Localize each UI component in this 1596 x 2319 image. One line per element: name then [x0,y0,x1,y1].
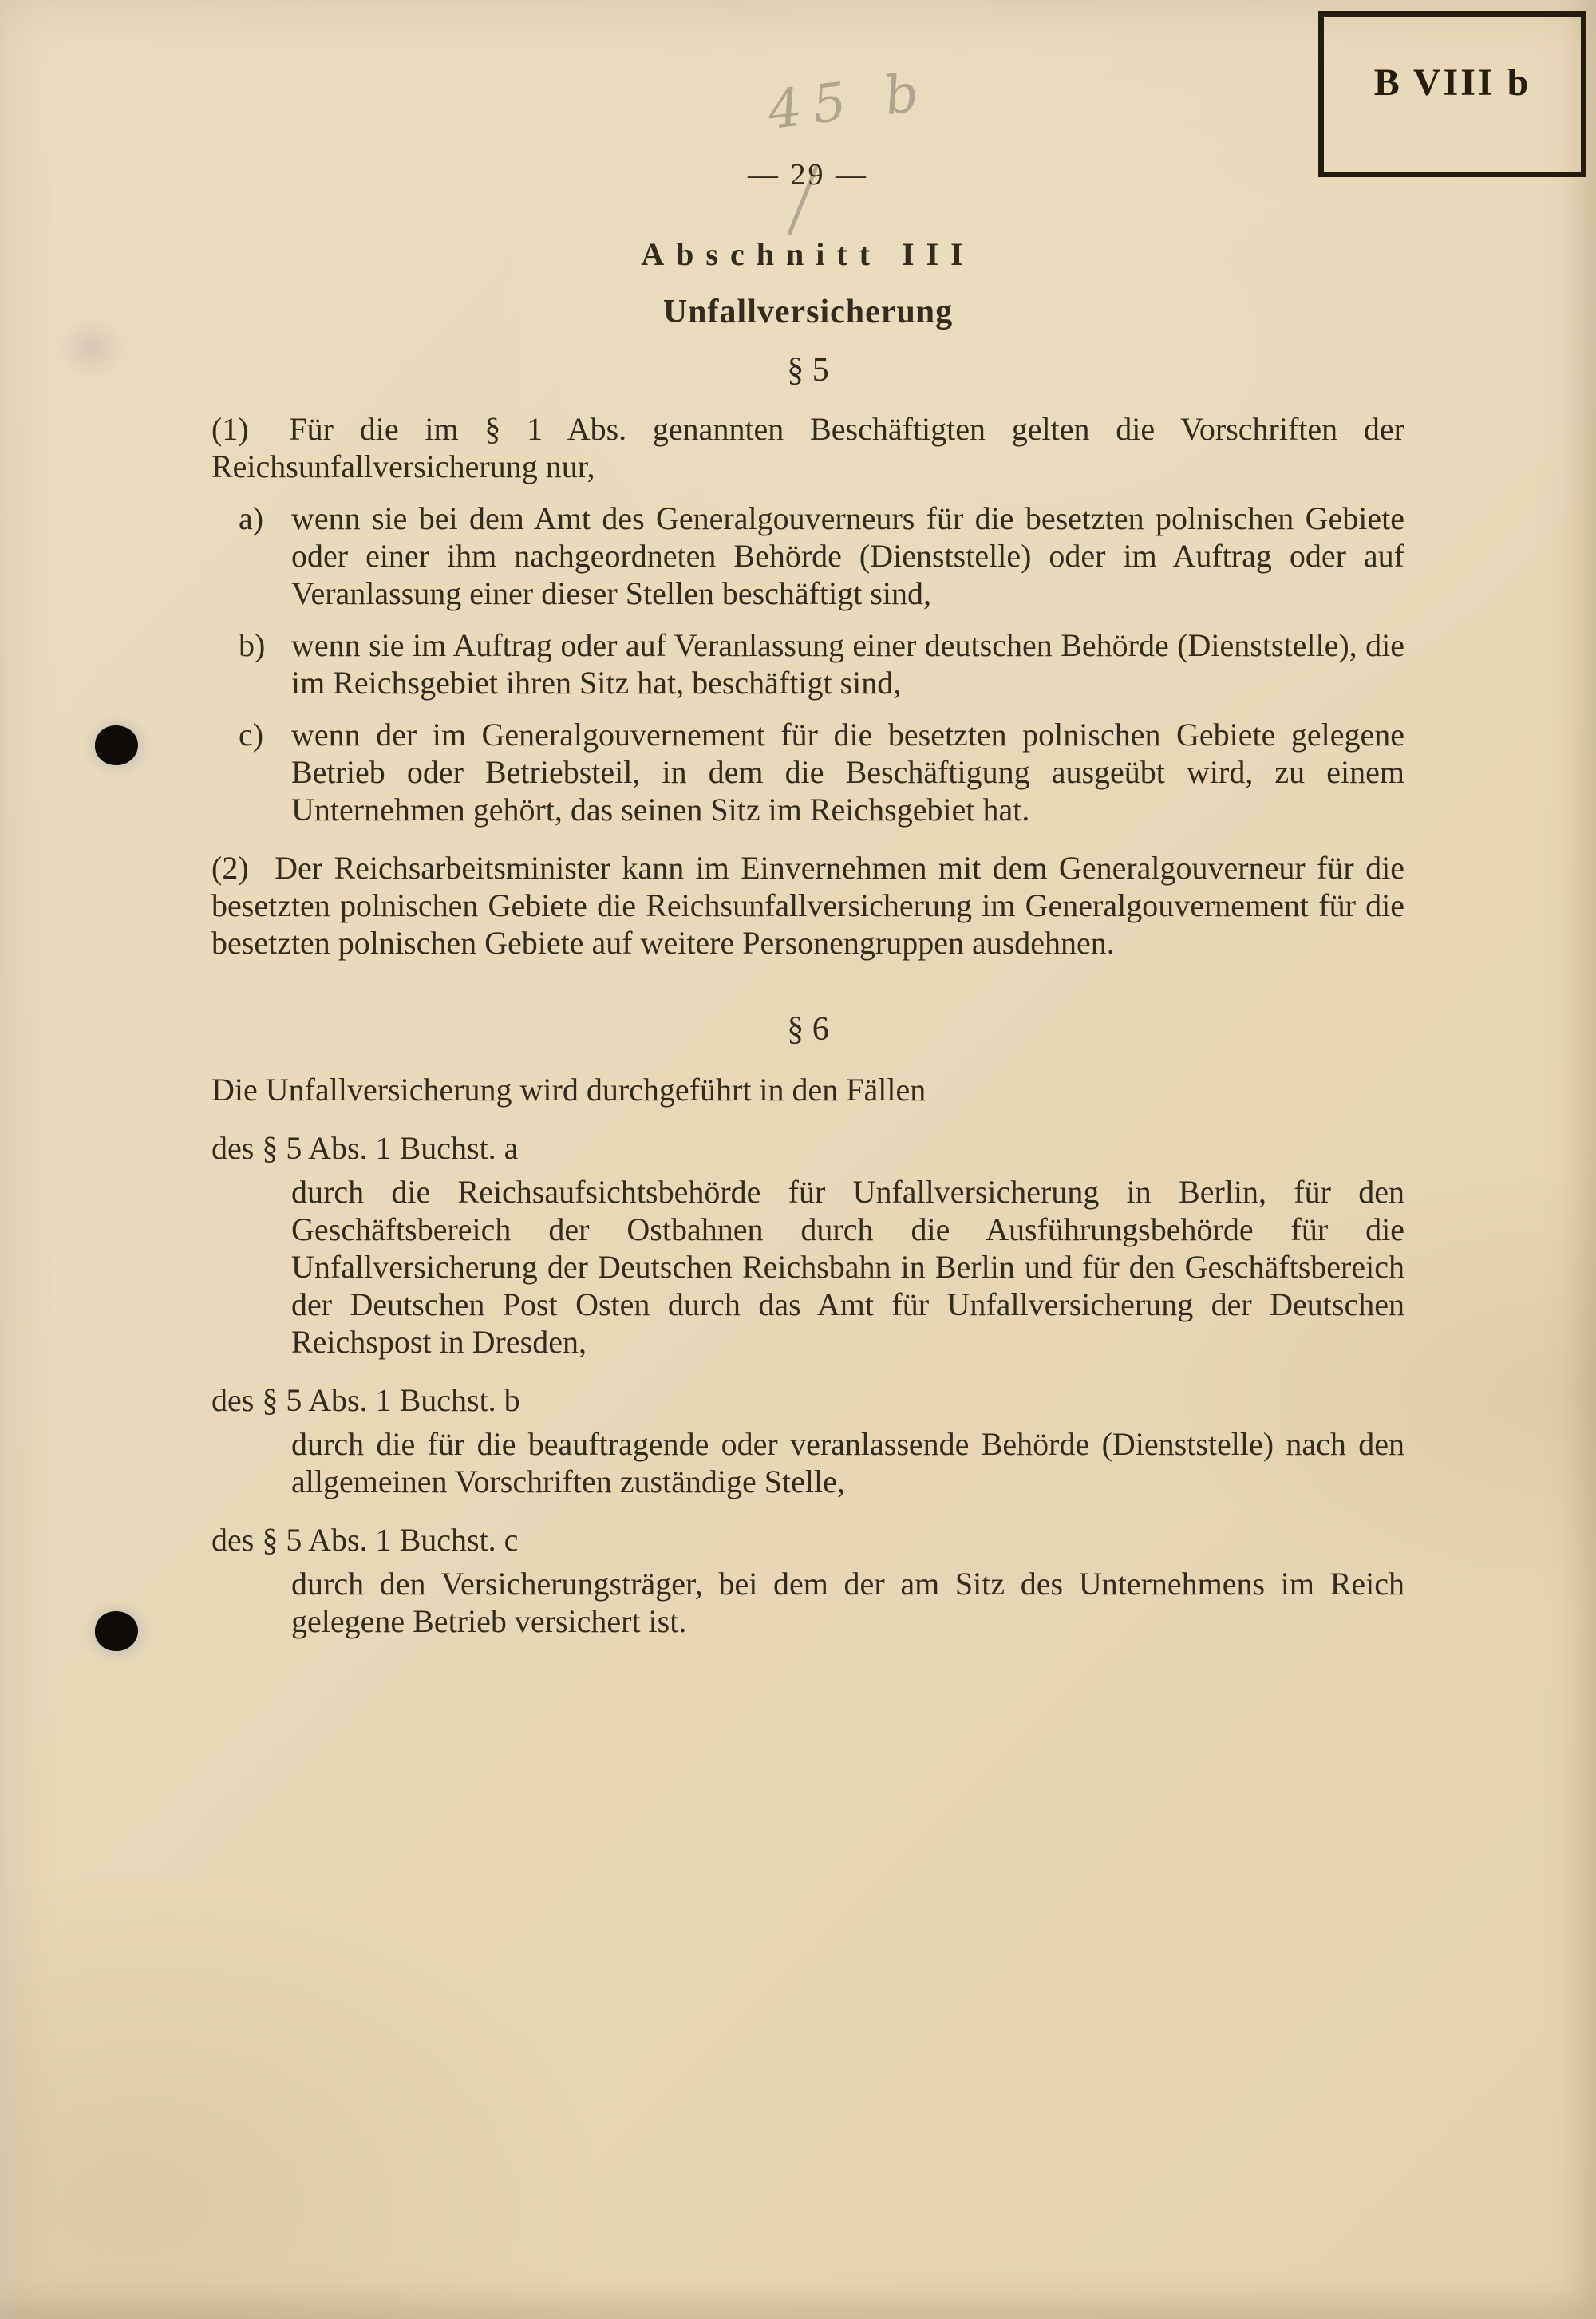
page-number: — 29 — [748,158,868,192]
paragraph-5-abs-2 [211,849,1404,962]
paragraph-text: Für die im § 1 Abs. genannten Beschäftigten gelten die Vorschriften der Reichsunfallversicherung nur, [211,411,1405,484]
list-item-text: wenn der im Generalgouvernement für die besetzten polnischen Gebiete gelegene Betrieb oder Betriebsteil, in dem die Beschäftigung ausgeübt wird, zu einem Unternehmen gehört, das seinen Sitz im Reichsgebiet hat. [291,717,1404,828]
list-item-label: a) [239,500,264,536]
case-c [211,1521,1404,1640]
list-item-text: wenn sie bei dem Amt des Generalgouverneurs für die besetzten polnischen Gebiete oder einer ihm nachgeordneten Behörde (Dienststelle) oder im Auftrag oder auf Veranlassung einer dieser Stellen beschäftigt sind, [291,500,1404,611]
paragraph-number: (2) [211,850,249,886]
handwritten-note: 45 b [764,60,934,142]
list-item-b [211,626,1404,701]
case-reference: des § 5 Abs. 1 Buchst. a [211,1130,519,1166]
paragraph-6-intro: Die Unfallversicherung wird durchgeführt in den Fällen [211,1072,926,1108]
punch-hole-dot [95,1611,138,1651]
case-text: durch den Versicherungsträger, bei dem der am Sitz des Unternehmens im Reich gelegene Betrieb versichert ist. [291,1566,1404,1639]
list-item-a [211,500,1404,612]
case-reference: des § 5 Abs. 1 Buchst. c [211,1522,519,1558]
stamp-label: B VIII b [1373,61,1531,104]
list-item-label: c) [239,717,264,753]
paragraph-number: (1) [211,411,249,447]
case-reference: des § 5 Abs. 1 Buchst. b [211,1382,520,1418]
case-b [211,1381,1404,1500]
list-item-text: wenn sie im Auftrag oder auf Veranlassung einer deutschen Behörde (Dienststelle), die im Reichsgebiet ihren Sitz hat, beschäftigt sind, [291,627,1404,701]
punch-hole-top [83,715,152,777]
list-item-label: b) [239,627,266,663]
case-a [211,1129,1404,1361]
paragraph-5-heading: § 5 [787,352,829,389]
case-text: durch die für die beauftragende oder veranlassende Behörde (Dienststelle) nach den allgemeinen Vorschriften zuständige Stelle, [291,1426,1404,1499]
subject-heading: Unfallversicherung [662,294,954,330]
paragraph-6-heading: § 6 [787,1011,829,1048]
page-content [211,0,1404,1640]
punch-hole-dot [95,725,138,765]
paper-stain [56,316,128,380]
punch-hole-bottom [83,1601,152,1663]
section-heading: Abschnitt III [641,236,975,272]
list-item-c [211,716,1404,828]
paragraph-text: Der Reichsarbeitsminister kann im Einvernehmen mit dem Generalgouverneur für die besetzten polnischen Gebiete die Reichsunfallversicherung im Generalgouvernement für die besetzten polnischen Gebiete auf weitere Personengruppen ausdehnen. [211,850,1404,961]
case-text: durch die Reichsaufsichtsbehörde für Unfallversicherung in Berlin, für den Geschäftsbereich der Ostbahnen durch die Ausführungsbehörde für die Unfallversicherung der Deutschen Reichsbahn in Berlin und für den Geschäftsbereich der Deutschen Post Osten durch das Amt für Unfallversicherung der Deutschen Reichspost in Dresden, [291,1174,1404,1360]
paragraph-5-abs-1 [211,410,1404,485]
